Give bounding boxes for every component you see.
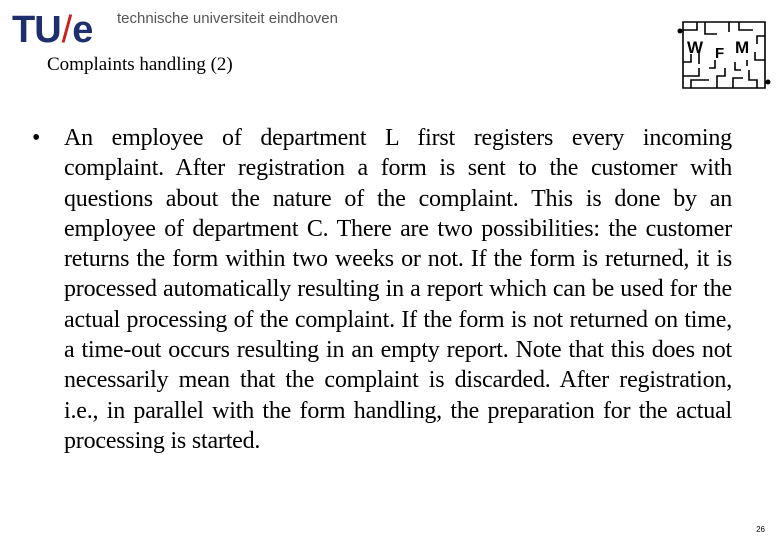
wfm-logo-m: M bbox=[735, 38, 750, 57]
wfm-logo bbox=[677, 16, 772, 94]
tue-tagline: technische universiteit eindhoven bbox=[117, 10, 338, 27]
tue-logo-slash: / bbox=[61, 9, 72, 51]
page-number: 26 bbox=[756, 525, 765, 534]
tue-logo-mark bbox=[12, 11, 92, 49]
wfm-logo-f: F bbox=[715, 45, 725, 62]
slide-title: Complaints handling (2) bbox=[47, 54, 233, 75]
wfm-logo-w: W bbox=[687, 38, 704, 57]
bullet-paragraph: An employee of department L first registers every incoming complaint. After registration a form is sent to the customer with questions about the nature of the complaint. This is done by an employee of department C. There are two possibilities: the customer returns the form within two weeks or not. If the form is returned, it is processed automatically resulting in a report which can be used for the actual processing of the complaint. If the form is not returned on time, a time-out occurs resulting in an empty report. Note that this does not necessarily mean that the complaint is discarded. After registration, i.e., in parallel with the form handling, the preparation for the actual processing is started. bbox=[64, 125, 732, 454]
tue-logo bbox=[12, 9, 338, 51]
bullet-marker: • bbox=[32, 125, 41, 151]
tue-logo-e: e bbox=[72, 9, 93, 51]
tue-logo-tu: TU bbox=[12, 9, 61, 51]
slide-body bbox=[30, 123, 732, 456]
